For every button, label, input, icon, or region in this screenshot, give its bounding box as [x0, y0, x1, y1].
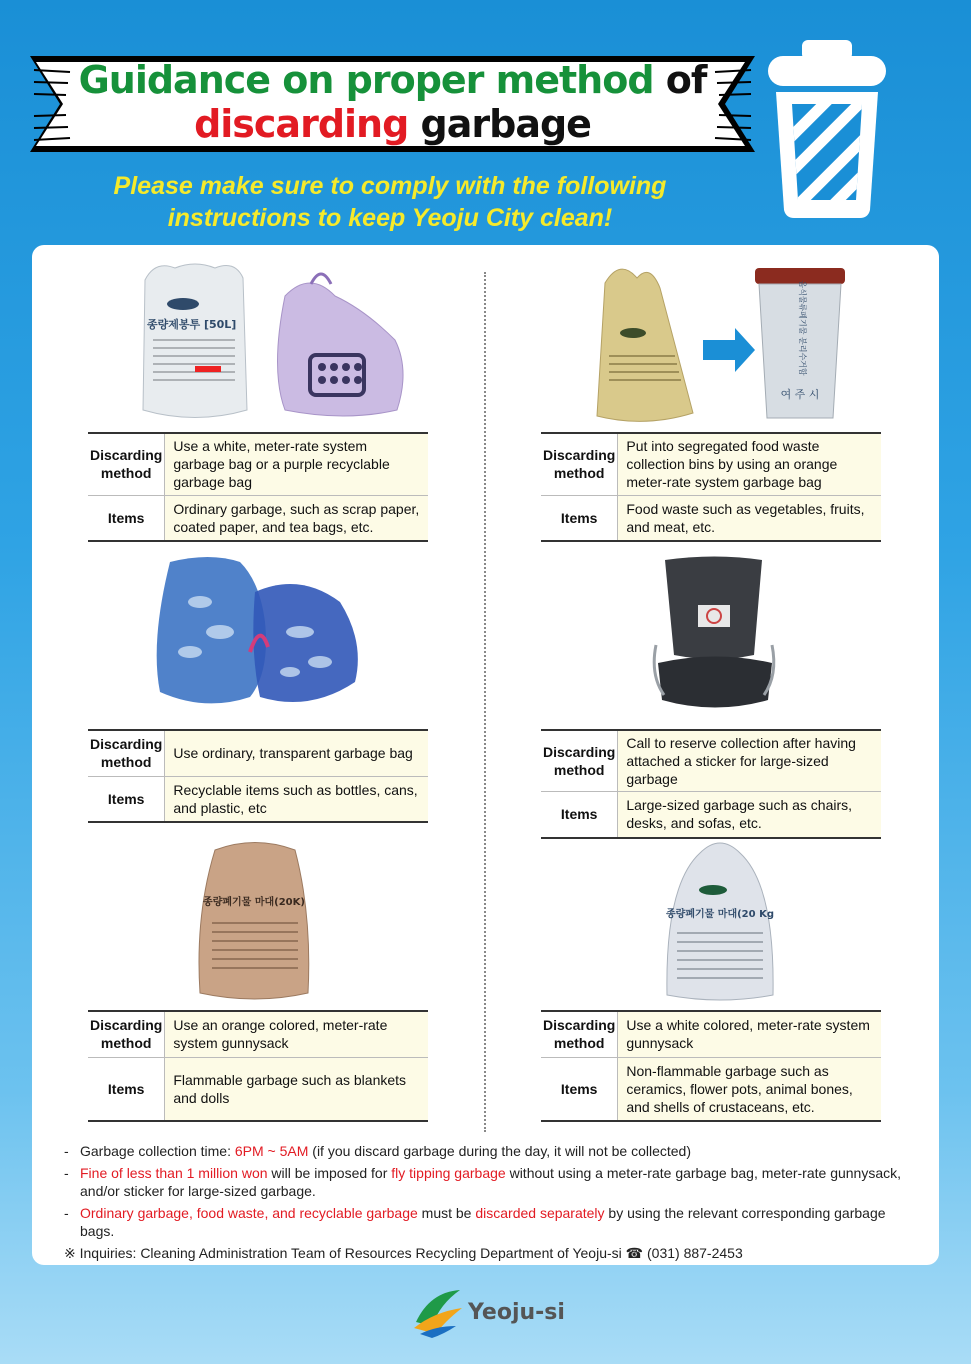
method-header: Discarding method: [88, 433, 165, 495]
food-bin-label: 음식물류폐기물 분리수거함: [798, 280, 807, 376]
page-title: [30, 58, 755, 146]
method-header: Discarding method: [541, 730, 618, 792]
orange-sack-label: 종량폐기물 마대(20K): [203, 897, 305, 908]
note-collection-time: - Garbage collection time: 6PM ~ 5AM (if you discard garbage during the day, it will not be collected): [64, 1143, 692, 1159]
title-part-4: garbage: [420, 102, 591, 146]
title-part-2: of: [665, 58, 707, 102]
title-part-3: discarding: [194, 102, 409, 146]
method-header: Discarding method: [88, 1011, 165, 1057]
card-5-table: [88, 1010, 428, 1122]
items-header: Items: [541, 495, 618, 541]
subtitle-line-2: instructions to keep Yeoju City clean!: [167, 204, 613, 232]
note-separation: - Ordinary garbage, food waste, and recyclable garbage must be discarded separately by using the relevant corresponding garbage bags.: [64, 1205, 886, 1239]
logo-text: Yeoju-si: [468, 1300, 565, 1325]
card-1-table: [88, 432, 428, 542]
trash-bin-icon: [768, 40, 886, 220]
notes-section: [62, 1142, 922, 1266]
card-3-method: Use ordinary, transparent garbage bag: [165, 730, 428, 776]
items-header: Items: [88, 495, 165, 541]
card-5-method: Use an orange colored, meter-rate system gunnysack: [165, 1011, 428, 1057]
general-garbage-bags-image: [135, 260, 415, 425]
card-3-items: Recyclable items such as bottles, cans, and plastic, etc: [165, 776, 428, 822]
card-4-table: [541, 729, 881, 839]
card-5-items: Flammable garbage such as blankets and dolls: [165, 1057, 428, 1121]
yeoju-logo: [410, 1282, 570, 1342]
items-header: Items: [541, 792, 618, 838]
card-3-table: [88, 729, 428, 823]
card-4-items: Large-sized garbage such as chairs, desks, and sofas, etc.: [618, 792, 881, 838]
white-gunnysack-image: [655, 835, 785, 1005]
card-1-method: Use a white, meter-rate system garbage bag or a purple recyclable garbage bag: [165, 433, 428, 495]
card-2-table: [541, 432, 881, 542]
title-part-1: Guidance on proper method: [78, 58, 654, 102]
subtitle-line-1: Please make sure to comply with the following: [113, 172, 667, 200]
title-banner: [30, 48, 755, 160]
phone-icon: ☎: [625, 1245, 644, 1261]
food-waste-image: [575, 258, 855, 428]
card-4-method: Call to reserve collection after having attached a sticker for large-sized garbage: [618, 730, 881, 792]
orange-gunnysack-image: [190, 835, 320, 1005]
items-header: Items: [88, 776, 165, 822]
card-6-items: Non-flammable garbage such as ceramics, flower pots, animal bones, and shells of crustaceans, etc.: [618, 1057, 881, 1121]
chair-image: [650, 555, 780, 725]
note-fine: - Fine of less than 1 million won will be imposed for fly tipping garbage without using a meter-rate garbage bag, meter-rate gunnysack, and/or sticker for large-sized garbage.: [64, 1165, 902, 1199]
items-header: Items: [88, 1057, 165, 1121]
method-header: Discarding method: [541, 433, 618, 495]
white-sack-label: 종량폐기물 마대(20 Kg: [666, 909, 774, 920]
card-6-method: Use a white colored, meter-rate system gunnysack: [618, 1011, 881, 1057]
card-2-method: Put into segregated food waste collection bins by using an orange meter-rate system garbage bag: [618, 433, 881, 495]
yeoju-emblem-icon: [410, 1282, 466, 1338]
subtitle: [60, 170, 720, 234]
method-header: Discarding method: [88, 730, 165, 776]
card-6-table: [541, 1010, 881, 1122]
column-divider: [484, 272, 486, 1132]
items-header: Items: [541, 1057, 618, 1121]
note-inquiries: ※ Inquiries: Cleaning Administration Team of Resources Recycling Department of Yeoju-si ☎ (031) 887-2453: [64, 1245, 743, 1261]
method-header: Discarding method: [541, 1011, 618, 1057]
food-bin-city: 여 주 시: [780, 388, 820, 401]
general-bag-label: 종량제봉투 [50L]: [147, 318, 237, 331]
card-2-items: Food waste such as vegetables, fruits, and meat, etc.: [618, 495, 881, 541]
card-1-items: Ordinary garbage, such as scrap paper, coated paper, and tea bags, etc.: [165, 495, 428, 541]
recyclable-bags-image: [150, 552, 370, 712]
